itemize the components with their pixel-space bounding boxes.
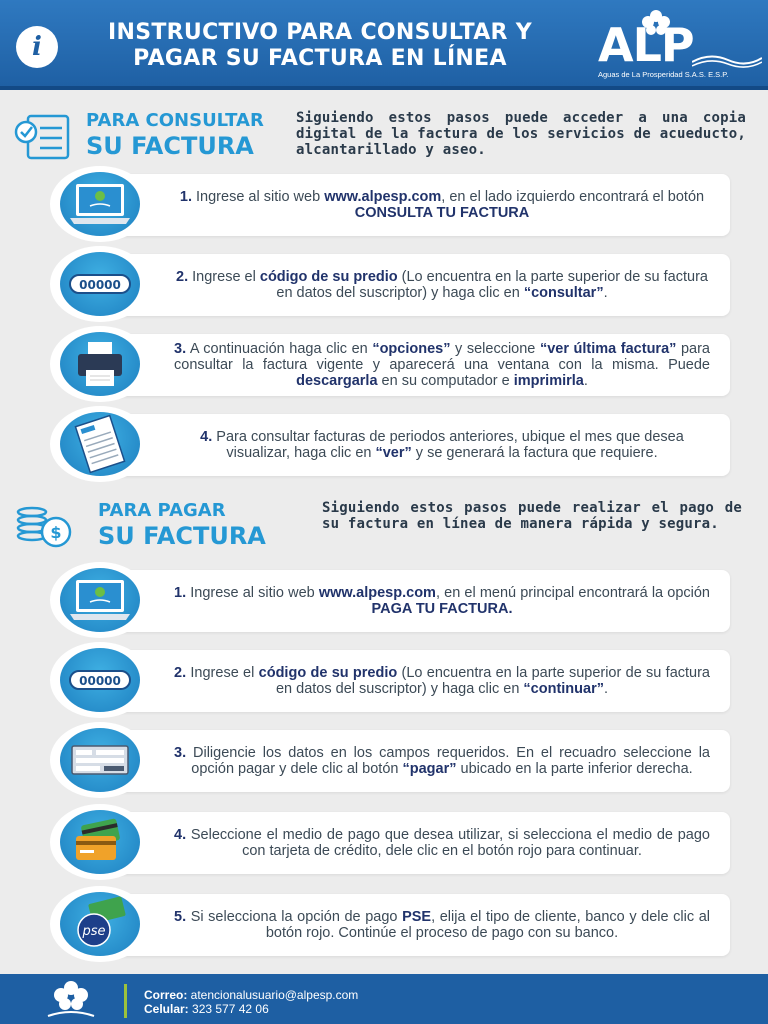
flower-logo-icon	[46, 978, 96, 1020]
code-entry-icon	[60, 252, 140, 316]
section-description-pagar: Siguiendo estos pasos puede realizar el pago de su factura en línea de manera rápida y segura.	[322, 500, 742, 532]
section-description-consultar: Siguiendo estos pasos puede acceder a una copia digital de la factura de los servicios de acueducto, alcantarillado y aseo.	[296, 110, 746, 158]
footer-phone: Celular: 323 577 42 06	[144, 1002, 269, 1016]
printer-icon	[60, 332, 140, 396]
consulta-button-label: CONSULTA TU FACTURA	[354, 205, 530, 221]
laptop-icon	[60, 568, 140, 632]
footer-email: Correo: atencionalusuario@alpesp.com	[144, 988, 359, 1002]
section-heading-pagar: $ PARA PAGAR SU FACTURA	[14, 500, 304, 560]
step-pagar-5	[50, 886, 730, 962]
footer-separator	[124, 984, 127, 1018]
step-text: 2. Ingrese el código de su predio (Lo encuentra en la parte superior de su factura en datos del suscriptor) y haga clic en “consultar”.	[176, 269, 708, 301]
svg-text:pse: pse	[82, 924, 106, 939]
laptop-icon	[60, 172, 140, 236]
pse-icon	[60, 892, 140, 956]
step-pagar-1	[50, 562, 730, 638]
step-text: 2. Ingrese el código de su predio (Lo encuentra en la parte superior de su factura en datos del suscriptor) y haga clic en “continuar”.	[174, 665, 710, 697]
email-link[interactable]: atencionalusuario@alpesp.com	[187, 988, 359, 1002]
info-icon: i	[16, 26, 58, 68]
website-link[interactable]: www.alpesp.com	[324, 189, 442, 205]
step-text: 3. A continuación haga clic en “opciones” y seleccione “ver última factura” para consultar la factura vigente y aparecerá una ventana con la misma. Puede descargarla en su computador e imprimirla.	[174, 341, 710, 389]
logo-text: ALP	[598, 18, 694, 72]
step-text: 5. Si selecciona la opción de pago PSE, elija el tipo de cliente, banco y dele clic al botón rojo. Continúe el proceso de pago con su banco.	[174, 909, 710, 941]
step-pagar-2	[50, 642, 730, 718]
wave-icon	[692, 52, 762, 68]
step-pagar-4	[50, 804, 730, 880]
step-consultar-3	[50, 326, 730, 402]
step-pagar-3	[50, 722, 730, 798]
step-consultar-4	[50, 406, 730, 482]
svg-text:$: $	[50, 523, 62, 542]
header-banner	[0, 0, 768, 90]
step-text: 1. Ingrese al sitio web www.alpesp.com, en el lado izquierdo encontrará el botón CONSULTA TU FACTURA	[174, 176, 710, 234]
step-consultar-1	[50, 166, 730, 242]
credit-cards-icon	[60, 810, 140, 874]
svg-text:00000: 00000	[79, 278, 121, 292]
page-title: INSTRUCTIVO PARA CONSULTAR Y PAGAR SU FACTURA EN LÍNEA	[108, 20, 532, 71]
step-consultar-2	[50, 246, 730, 322]
step-text: 4. Para consultar facturas de periodos anteriores, ubique el mes que desea visualizar, haga clic en “ver” y se generará la factura que requiere.	[200, 429, 684, 461]
website-link[interactable]: www.alpesp.com	[318, 585, 436, 601]
section-heading-consultar: PARA CONSULTAR SU FACTURA	[14, 110, 304, 170]
header-divider	[0, 86, 768, 90]
alp-logo	[596, 12, 764, 82]
form-fields-icon	[60, 728, 140, 792]
coins-icon	[14, 504, 74, 550]
step-text: 1. Ingrese al sitio web www.alpesp.com, en el menú principal encontrará la opción PAGA TU FACTURA.	[174, 585, 710, 617]
step-text: 3. Diligencie los datos en los campos requeridos. En el recuadro seleccione la opción pagar y dele clic al botón “pagar” ubicado en la parte inferior derecha.	[174, 745, 710, 777]
footer	[0, 974, 768, 1024]
step-text: 4. Seleccione el medio de pago que desea utilizar, si selecciona el medio de pago con tarjeta de crédito, dele clic en el botón rojo para continuar.	[174, 827, 710, 859]
code-entry-icon	[60, 648, 140, 712]
logo-subtitle: Aguas de La Prosperidad S.A.S. E.S.P.	[598, 70, 729, 79]
svg-text:00000: 00000	[79, 674, 121, 688]
checklist-icon	[14, 114, 74, 160]
invoice-icon	[60, 412, 140, 476]
